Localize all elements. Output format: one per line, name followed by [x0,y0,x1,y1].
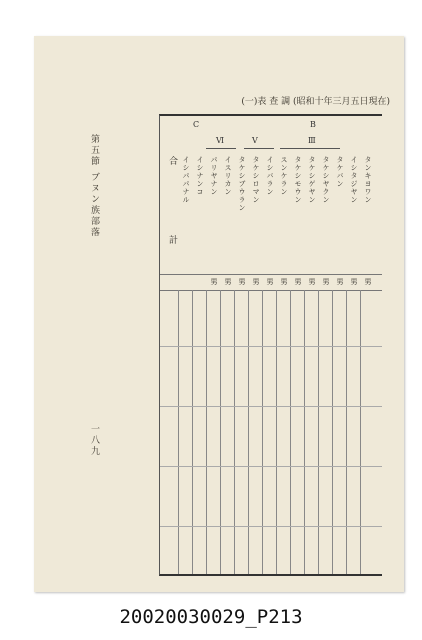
roman-six: Ⅵ [216,136,225,145]
grid-line [160,526,382,527]
roman-three: Ⅲ [308,136,316,145]
column-header: タケシヤクン [322,156,330,204]
sub-label: 男 [322,278,330,286]
grid-line [178,290,179,574]
grid-line [160,346,382,347]
grid-line [276,290,277,574]
grid-line [248,290,249,574]
total-label: 合計 [167,156,177,314]
column-header: タケシモウン [294,156,302,204]
grid-line [346,290,347,574]
bracket-five [244,148,274,149]
grid-line [234,290,235,574]
page-number: 一八九 [89,424,99,457]
column-header: イシタジヤン [350,156,358,204]
grid-line [290,290,291,574]
column-header: スンケラン [280,156,288,196]
grid-line [304,290,305,574]
grid-line [332,290,333,574]
sub-label: 男 [280,278,288,286]
sub-label: 男 [210,278,218,286]
document-page [34,36,404,592]
roman-five: Ⅴ [252,136,258,145]
column-header: タケバン [336,156,344,188]
sub-label: 男 [336,278,344,286]
class-letter-b: B [310,120,316,129]
sub-label: 男 [224,278,232,286]
grid-line [160,406,382,407]
subheader-divider [160,290,382,291]
bracket-three [280,148,340,149]
column-header: パリヤナン [210,156,218,196]
grid-line [220,290,221,574]
sub-label: 男 [238,278,246,286]
grid-line [318,290,319,574]
column-header: イシナンコ [196,156,204,196]
grid-line [206,290,207,574]
sub-label: 男 [364,278,372,286]
column-header: タケシロマン [252,156,260,204]
image-caption: 20020030029_P213 [119,606,303,628]
sub-label: 男 [308,278,316,286]
sub-label: 男 [266,278,274,286]
column-header: イシバラン [266,156,274,196]
bracket-six [206,148,236,149]
sub-label: 男 [350,278,358,286]
census-table [159,114,382,576]
sub-label: 男 [252,278,260,286]
class-letter-c: C [193,120,200,129]
sub-label: 男 [294,278,302,286]
header-divider [160,274,382,275]
column-header: タンキヨワン [364,156,372,204]
document-title: (一)表 查 調 (昭和十年三月五日現在) [241,97,390,107]
grid-line [160,466,382,467]
grid-line [192,290,193,574]
column-header: イスリカン [224,156,232,196]
grid-line [262,290,263,574]
column-header: イシパパナル [182,156,190,204]
section-label: 第五節 ブヌン族部落 [89,134,99,238]
grid-line [360,290,361,574]
column-header: タケシゲヤン [308,156,316,204]
column-header: タケシブウラン [238,156,246,212]
